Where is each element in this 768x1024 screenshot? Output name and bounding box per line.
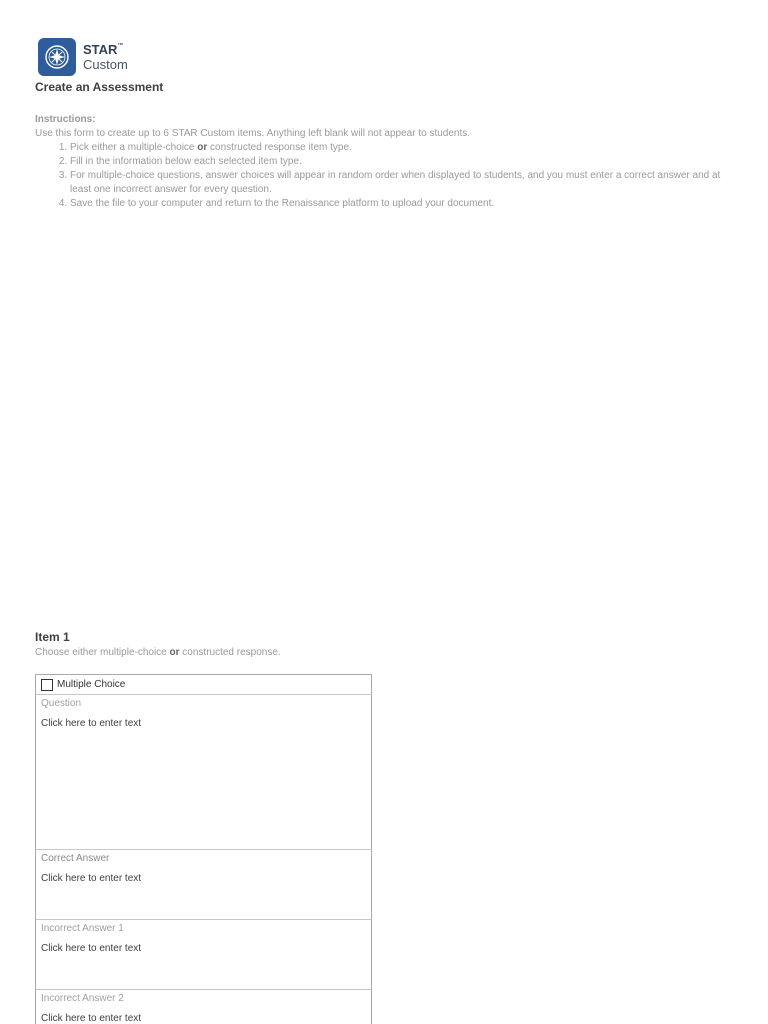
- correct-answer-cell: [36, 850, 371, 920]
- page-title: Create an Assessment: [35, 80, 164, 94]
- instructions-intro: Use this form to create up to 6 STAR Custom items. Anything left blank will not appear to students.: [35, 128, 471, 139]
- incorrect-answer-2-input[interactable]: Click here to enter text: [41, 1013, 142, 1024]
- item-subtitle: Choose either multiple-choice or constructed response.: [35, 647, 281, 658]
- incorrect-answer-1-input[interactable]: Click here to enter text: [41, 943, 142, 954]
- incorrect-answer-1-cell: [36, 920, 371, 990]
- instructions-block: [35, 113, 735, 211]
- item-form-table: [35, 674, 372, 1024]
- instruction-step: 4. Save the file to your computer and return to the Renaissance platform to upload your document.: [70, 197, 735, 211]
- instruction-step: 2. Fill in the information below each selected item type.: [70, 155, 735, 169]
- star-custom-logo: [38, 38, 128, 76]
- incorrect-answer-2-label: Incorrect Answer 2: [41, 993, 124, 1004]
- incorrect-answer-1-label: Incorrect Answer 1: [41, 923, 124, 934]
- item-title: Item 1: [35, 630, 70, 644]
- correct-answer-label: Correct Answer: [41, 853, 110, 864]
- compass-star-icon: [38, 38, 76, 76]
- question-label: Question: [41, 698, 82, 709]
- question-cell: [36, 695, 371, 850]
- multiple-choice-option[interactable]: [36, 675, 371, 695]
- logo-wordmark: [83, 43, 128, 71]
- multiple-choice-label: Multiple Choice: [57, 679, 126, 690]
- instructions-title: Instructions:: [35, 114, 96, 125]
- incorrect-answer-2-cell: [36, 990, 371, 1024]
- question-input[interactable]: Click here to enter text: [41, 718, 142, 729]
- instructions-steps: [35, 141, 735, 211]
- logo-brand: STAR™: [83, 42, 124, 57]
- instruction-step: 3. For multiple-choice questions, answer choices will appear in random order when displayed to students, and you must enter a correct answer and at least one incorrect answer for every question.: [70, 169, 735, 197]
- logo-product: Custom: [83, 57, 128, 72]
- multiple-choice-checkbox[interactable]: [41, 679, 53, 691]
- instruction-step: 1. Pick either a multiple-choice or constructed response item type.: [70, 141, 735, 155]
- correct-answer-input[interactable]: Click here to enter text: [41, 873, 142, 884]
